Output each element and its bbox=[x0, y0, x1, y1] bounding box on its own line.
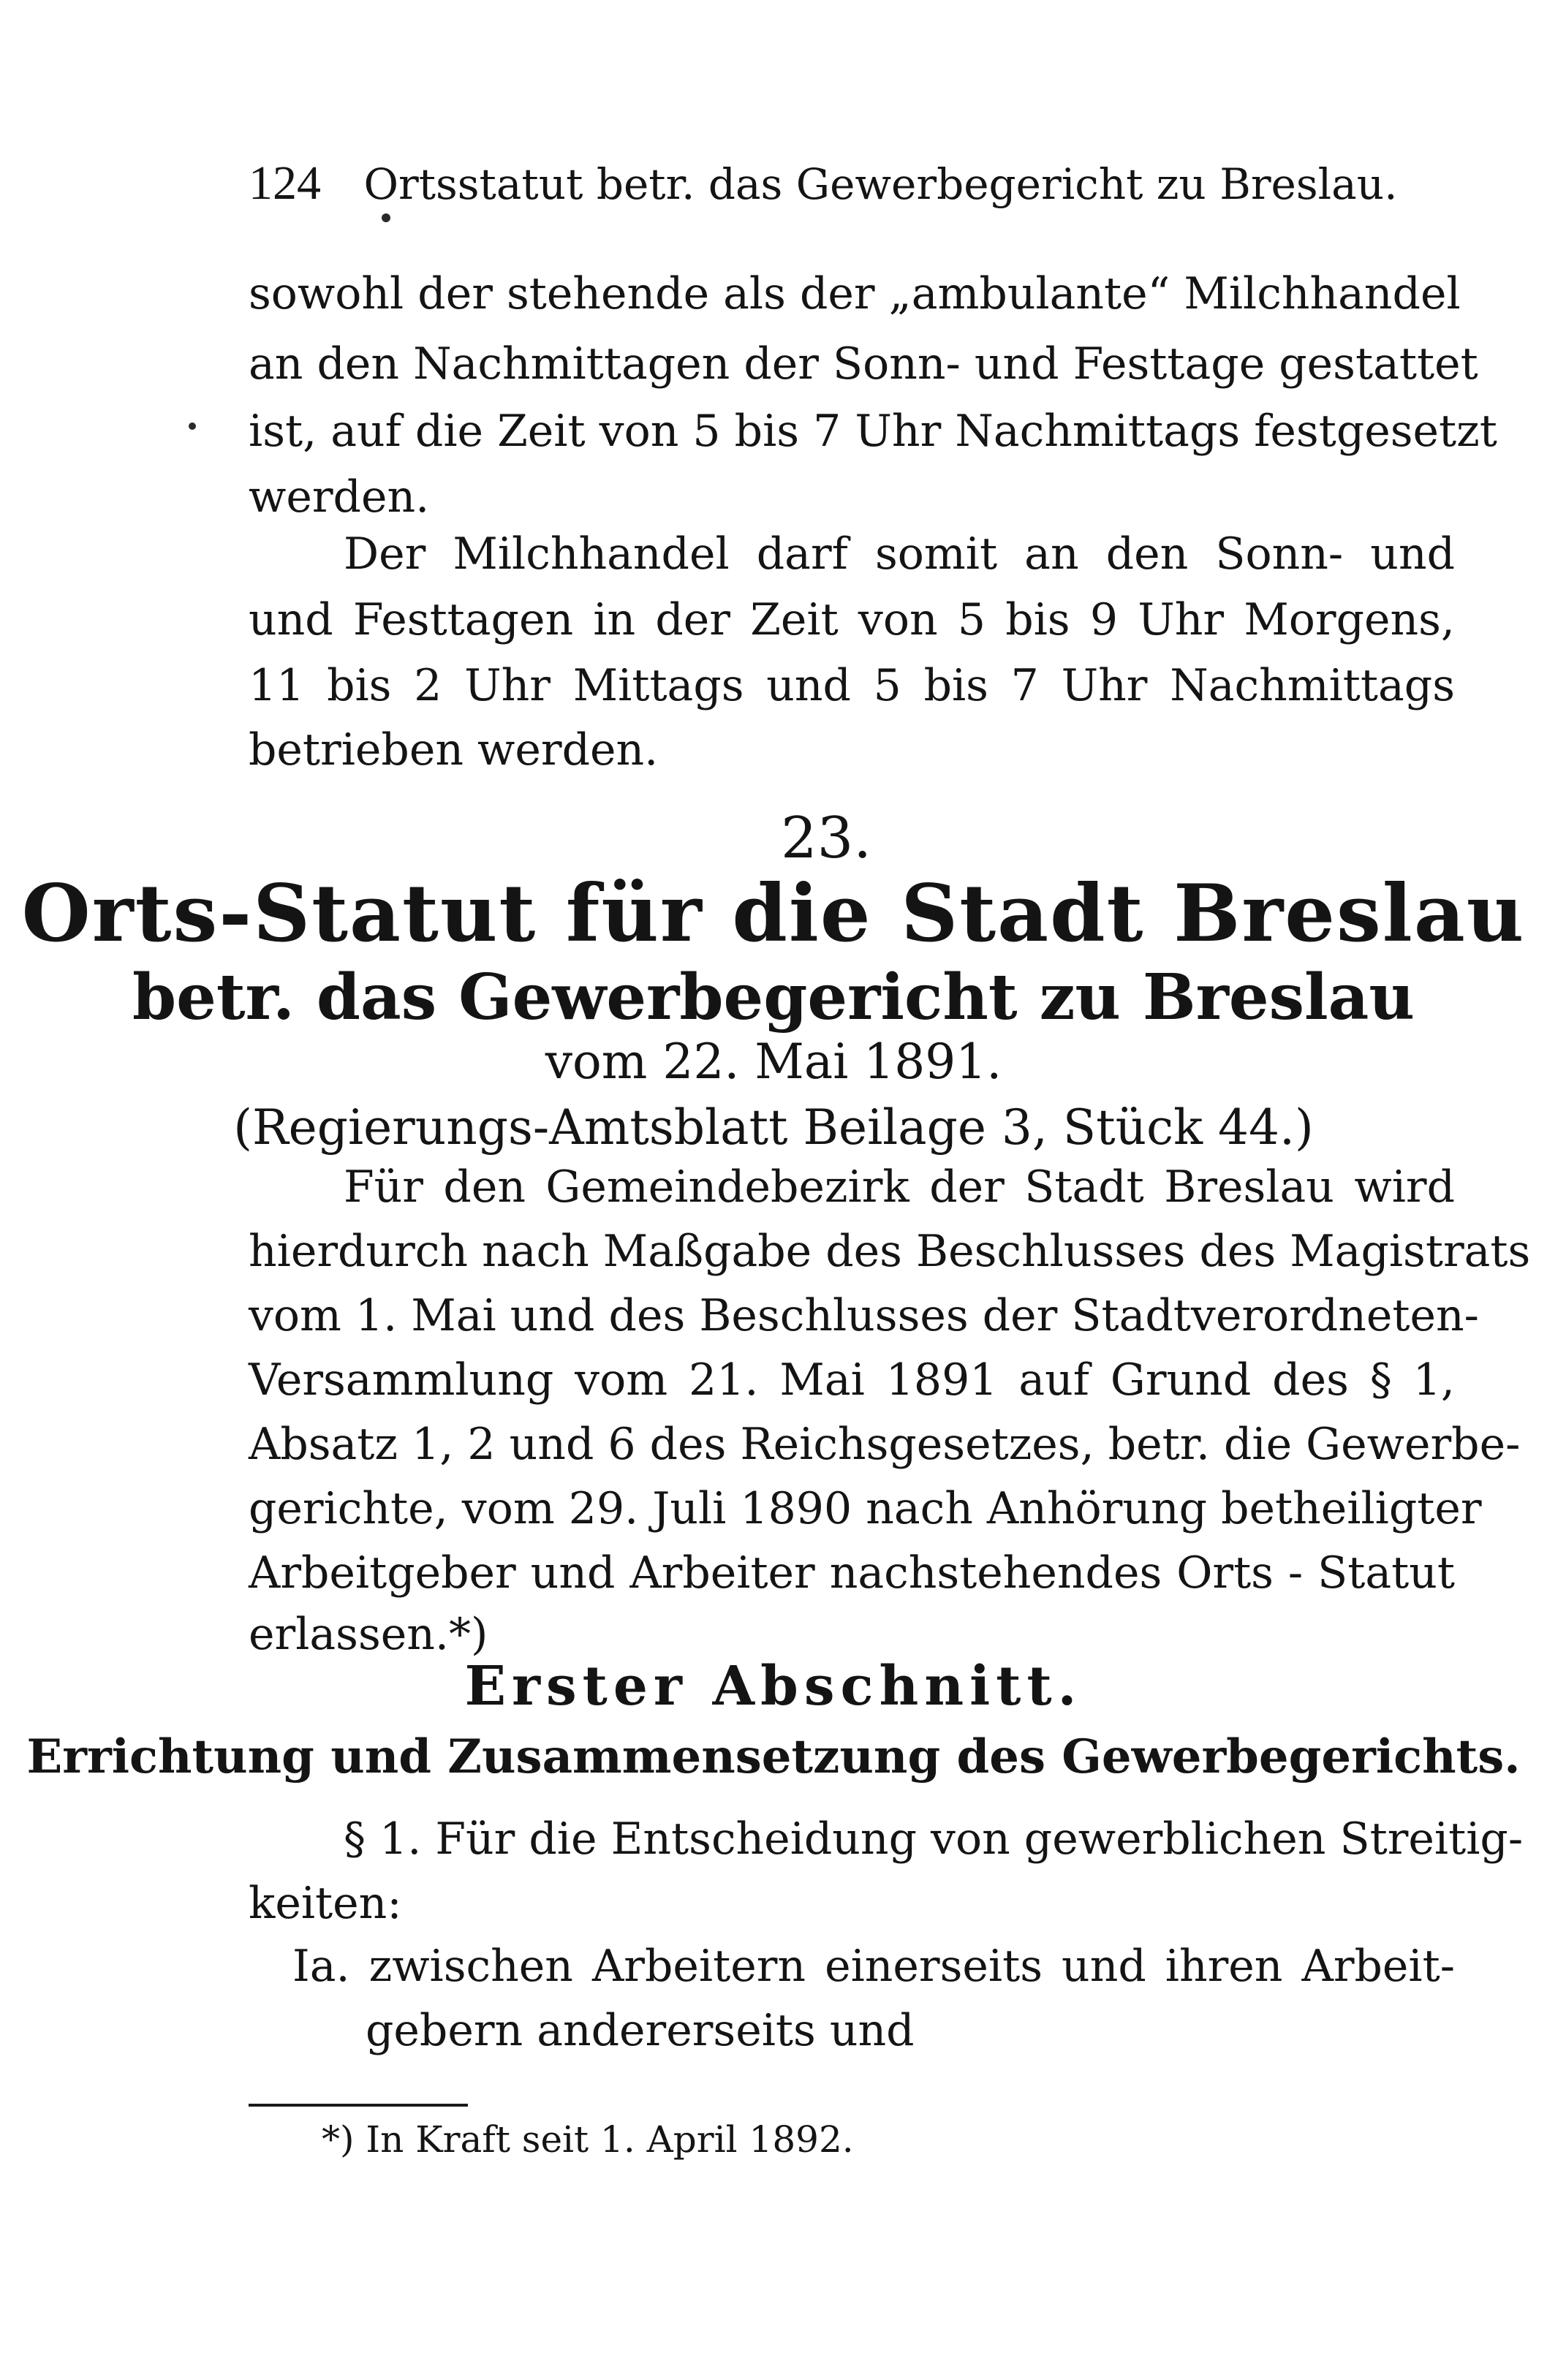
page-header bbox=[249, 156, 1455, 210]
running-title: Ortsstatut betr. das Gewerbegericht zu Breslau. bbox=[363, 159, 1398, 209]
footnote: *) In Kraft seit 1. April 1892. bbox=[322, 2118, 854, 2161]
item-1a-line: Ia. zwischen Arbeitern einerseits und ihren Arbeit- bbox=[292, 1941, 1455, 1992]
carryover-line: werden. bbox=[249, 471, 430, 523]
print-speck bbox=[189, 422, 196, 430]
carryover-line: an den Nachmittagen der Sonn- und Festtage gestattet bbox=[249, 338, 1478, 390]
preamble-line: erlassen.*) bbox=[249, 1609, 488, 1660]
item-1a-line: gebern andererseits und bbox=[366, 2005, 915, 2056]
preamble-line: Für den Gemeindebezirk der Stadt Breslau wird bbox=[344, 1161, 1455, 1213]
paragraph-line: 11 bis 2 Uhr Mittags und 5 bis 7 Uhr Nachmittags bbox=[249, 660, 1455, 711]
paragraph-line: betrieben werden. bbox=[249, 724, 659, 776]
carryover-line: ist, auf die Zeit von 5 bis 7 Uhr Nachmittags festgesetzt bbox=[249, 406, 1497, 457]
print-speck bbox=[382, 213, 390, 222]
preamble-line: Arbeitgeber und Arbeiter nachstehendes Orts - Statut bbox=[249, 1547, 1455, 1599]
paragraph-line: Der Milchhandel darf somit an den Sonn- und bbox=[344, 528, 1455, 580]
preamble-line: Versammlung vom 21. Mai 1891 auf Grund des § 1, bbox=[249, 1354, 1455, 1406]
section-number: 23. bbox=[780, 806, 872, 871]
paragraph-1-line: § 1. Für die Entscheidung von gewerblichen Streitig- bbox=[344, 1814, 1524, 1865]
section-date: vom 22. Mai 1891. bbox=[545, 1034, 1002, 1090]
preamble-line: hierdurch nach Maßgabe des Beschlusses des Magistrats bbox=[249, 1226, 1531, 1277]
abschnitt-subtitle: Errichtung und Zusammensetzung des Gewerbegerichts. bbox=[26, 1729, 1521, 1784]
preamble-line: gerichte, vom 29. Juli 1890 nach Anhörung betheiligter bbox=[249, 1483, 1482, 1534]
carryover-line: sowohl der stehende als der „ambulante“ Milchhandel bbox=[249, 268, 1461, 319]
page-number: 124 bbox=[249, 156, 321, 210]
preamble-line: Absatz 1, 2 und 6 des Reichsgesetzes, betr. die Gewerbe- bbox=[249, 1419, 1521, 1470]
section-subtitle: betr. das Gewerbegericht zu Breslau bbox=[132, 960, 1415, 1034]
paragraph-line: und Festtagen in der Zeit von 5 bis 9 Uhr Morgens, bbox=[249, 594, 1455, 645]
abschnitt-title: Erster Abschnitt. bbox=[464, 1655, 1083, 1718]
section-source: (Regierungs-Amtsblatt Beilage 3, Stück 44.) bbox=[233, 1099, 1314, 1156]
footnote-rule bbox=[249, 2104, 468, 2107]
paragraph-1-line: keiten: bbox=[249, 1878, 402, 1929]
section-title: Orts-Statut für die Stadt Breslau bbox=[21, 868, 1526, 960]
preamble-line: vom 1. Mai und des Beschlusses der Stadtverordneten- bbox=[249, 1290, 1479, 1341]
